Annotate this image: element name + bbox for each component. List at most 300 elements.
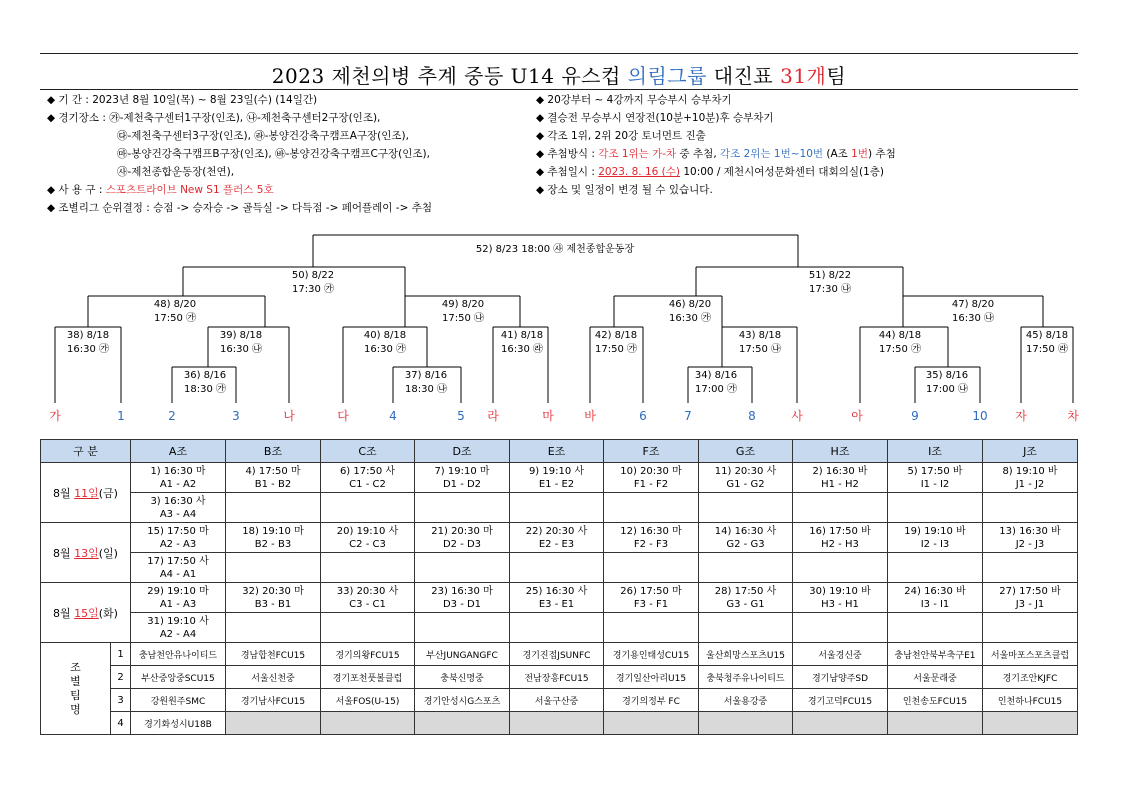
match-time: 32) 20:30 마 (242, 585, 304, 597)
match-cell (321, 583, 415, 613)
ranking-line: ◆ 조별리그 순위결정 : 승점 -> 승자승 -> 골득실 -> 다득점 -> 페어플레이 -> 추첨 (47, 202, 432, 214)
venue-line-2: ㉰-제천축구센터3구장(인조), ㉱-봉양건강축구캠프A구장(인조), (117, 130, 409, 142)
match-time: 23) 16:30 마 (431, 585, 493, 597)
match-teams: A1 - A2 (159, 478, 197, 490)
match-teams: I3 - I1 (920, 598, 950, 610)
team-name: 경기의정부 FC (604, 689, 699, 712)
info-left (47, 91, 432, 217)
match-time: 2) 16:30 바 (812, 465, 868, 477)
bracket-slot: 7 (684, 409, 692, 423)
team-name: 경기조안KJFC (983, 666, 1078, 689)
match-teams: B3 - B1 (254, 598, 292, 610)
team-name: 경기의왕FCU15 (321, 643, 415, 666)
match-teams: F2 - F3 (633, 538, 669, 550)
title-mid: 대진표 (706, 64, 781, 88)
venue-line-4: ㉴-제천종합운동장(천연), (117, 166, 235, 178)
team-name: 부산중앙중SCU15 (131, 666, 226, 689)
bracket-slot: 다 (337, 409, 349, 423)
match-label-m40: 40) 8/18 (363, 330, 407, 341)
match-label-m43: 17:50 ㉯ (739, 344, 781, 355)
match-label-m38: 16:30 ㉮ (67, 344, 109, 355)
empty-cell (793, 553, 888, 583)
draw-date-line (536, 163, 896, 181)
match-time: 29) 19:10 마 (147, 585, 209, 597)
bracket-slot: 라 (487, 409, 499, 423)
title-end: 팀 (826, 64, 847, 88)
match-time: 15) 17:50 마 (147, 525, 209, 537)
empty-cell (321, 493, 415, 523)
match-cell (604, 523, 699, 553)
group-header: D조 (415, 440, 510, 463)
draw-line (536, 145, 896, 163)
date-weekday: (금) (98, 486, 118, 500)
page-title (40, 60, 1078, 89)
match-time: 7) 19:10 마 (434, 465, 490, 477)
bracket-slot: 나 (283, 409, 295, 423)
match-cell (131, 613, 226, 643)
match-label-m39: 39) 8/18 (219, 330, 263, 341)
corner-header: 구 분 (41, 440, 131, 463)
match-time: 24) 16:30 바 (904, 585, 966, 597)
team-rank: 4 (111, 712, 131, 735)
match-time: 14) 16:30 사 (714, 525, 777, 537)
match-cell (604, 583, 699, 613)
match-time: 4) 17:50 마 (245, 465, 301, 477)
match-time: 3) 16:30 사 (150, 495, 206, 507)
group-header: B조 (226, 440, 321, 463)
empty-cell (983, 613, 1078, 643)
match-label-m48: 48) 8/20 (153, 299, 197, 310)
bracket-slot: 가 (49, 409, 61, 423)
match-label-m36: 18:30 ㉮ (184, 384, 226, 395)
match-label-m49: 49) 8/20 (441, 299, 485, 310)
match-label-m34: 17:00 ㉮ (695, 384, 737, 395)
empty-cell (699, 553, 793, 583)
top-rule (40, 53, 1078, 54)
match-teams: A2 - A3 (159, 538, 197, 550)
schedule-header-row (41, 440, 1078, 463)
match-time: 18) 19:10 마 (242, 525, 304, 537)
group-header: J조 (983, 440, 1078, 463)
match-label-m43: 43) 8/18 (738, 330, 782, 341)
date-prefix: 8월 (53, 606, 75, 620)
match-teams: G1 - G2 (726, 478, 765, 490)
title-main: 2023 제천의병 추계 중등 U14 유스컵 (271, 64, 628, 88)
empty-cell (983, 553, 1078, 583)
empty-cell (888, 613, 983, 643)
match-cell (321, 463, 415, 493)
date-prefix: 8월 (53, 546, 75, 560)
date-weekday: (화) (98, 606, 118, 620)
match-cell (983, 463, 1078, 493)
empty-cell (699, 493, 793, 523)
schedule-table (40, 439, 1078, 735)
match-teams: D1 - D2 (442, 478, 482, 490)
draw-second: 각조 2위는 1번~10번 (720, 148, 824, 160)
team-name (888, 712, 983, 735)
draw-end: ) 추첨 (868, 148, 896, 160)
draw-date-value: 2023. 8. 16 (수) (598, 166, 680, 178)
match-teams: F1 - F2 (633, 478, 669, 490)
date-weekday: (일) (98, 546, 118, 560)
team-name: 경기포천풋볼클럽 (321, 666, 415, 689)
match-label-m38: 38) 8/18 (66, 330, 110, 341)
title-group: 의림그룹 (627, 64, 707, 88)
team-name (226, 712, 321, 735)
team-name: 경기용인태성CU15 (604, 643, 699, 666)
match-time: 1) 16:30 마 (150, 465, 206, 477)
match-label-m50: 50) 8/22 (291, 270, 335, 281)
final-label: 52) 8/23 18:00 ㉴ 제천종합운동장 (475, 244, 635, 255)
match-cell (888, 463, 983, 493)
empty-cell (226, 613, 321, 643)
draw-a-group: (A조 (823, 148, 852, 160)
draw-a-number: 1번 (851, 148, 868, 160)
team-row (41, 643, 1078, 666)
match-time: 17) 17:50 사 (147, 555, 209, 567)
team-name: 경남합천FCU15 (226, 643, 321, 666)
match-teams: D3 - D1 (442, 598, 482, 610)
date-prefix: 8월 (53, 486, 75, 500)
match-teams: B1 - B2 (254, 478, 292, 490)
schedule-row (41, 493, 1078, 523)
team-name: 경기안성시G스포츠 (415, 689, 510, 712)
team-rank: 2 (111, 666, 131, 689)
team-row (41, 712, 1078, 735)
bracket-slot: 8 (748, 409, 756, 423)
date-cell (41, 523, 131, 583)
group-header: C조 (321, 440, 415, 463)
match-label-m42: 17:50 ㉮ (595, 344, 637, 355)
match-cell (131, 553, 226, 583)
match-cell (131, 583, 226, 613)
match-time: 33) 20:30 사 (336, 585, 399, 597)
empty-cell (888, 553, 983, 583)
team-name (793, 712, 888, 735)
empty-cell (793, 493, 888, 523)
match-label-m51: 17:30 ㉯ (809, 284, 851, 295)
match-label-m42: 42) 8/18 (594, 330, 638, 341)
match-cell (510, 523, 604, 553)
bracket-slot: 차 (1067, 409, 1079, 423)
period-line: ◆ 기 간 : 2023년 8월 10일(목) ~ 8월 23일(수) (14일간) (47, 94, 318, 106)
match-teams: G2 - G3 (726, 538, 765, 550)
match-time: 16) 17:50 바 (809, 525, 871, 537)
team-name: 서울마포스포츠클럽 (983, 643, 1078, 666)
match-teams: A3 - A4 (159, 508, 197, 520)
match-cell (983, 583, 1078, 613)
match-label-m48: 17:50 ㉮ (154, 313, 196, 324)
match-teams: C3 - C1 (349, 598, 386, 610)
bracket-slots (49, 408, 1079, 423)
match-time: 27) 17:50 바 (999, 585, 1061, 597)
match-cell (888, 583, 983, 613)
rule-line-2: ◆ 결승전 무승부시 연장전(10분+10분)후 승부차기 (536, 112, 774, 124)
draw-prefix: ◆ 추첨방식 : (536, 148, 599, 160)
match-label-m39: 16:30 ㉯ (220, 344, 262, 355)
match-teams: H3 - H1 (821, 598, 859, 610)
match-teams: I1 - I2 (920, 478, 950, 490)
match-cell (793, 523, 888, 553)
team-name (983, 712, 1078, 735)
team-name (699, 712, 793, 735)
draw-mid: 중 추첨, (676, 148, 720, 160)
team-name: 전남장흥FCU15 (510, 666, 604, 689)
match-cell (510, 583, 604, 613)
match-teams: D2 - D3 (442, 538, 482, 550)
empty-cell (983, 493, 1078, 523)
match-teams: C2 - C3 (349, 538, 386, 550)
match-time: 10) 20:30 마 (620, 465, 682, 477)
team-name: 서울신천중 (226, 666, 321, 689)
match-cell (983, 523, 1078, 553)
match-time: 25) 16:30 사 (525, 585, 588, 597)
team-name: 충남천안유나이티드 (131, 643, 226, 666)
bracket-slot: 마 (542, 409, 554, 423)
group-header: E조 (510, 440, 604, 463)
empty-cell (510, 493, 604, 523)
empty-cell (415, 613, 510, 643)
match-teams: A4 - A1 (159, 568, 197, 580)
schedule-row (41, 613, 1078, 643)
match-cell (604, 463, 699, 493)
bracket-slot: 4 (389, 409, 397, 423)
bracket-slot: 3 (232, 409, 240, 423)
tournament-bracket (0, 225, 1121, 430)
team-name: 부산JUNGANGFC (415, 643, 510, 666)
date-cell (41, 583, 131, 643)
rule-line-1: ◆ 20강부터 ~ 4강까지 무승부시 승부차기 (536, 94, 732, 106)
match-teams: C1 - C2 (349, 478, 386, 490)
match-teams: E1 - E2 (538, 478, 575, 490)
team-name: 경기화성시U18B (131, 712, 226, 735)
venue-line-1: ◆ 경기장소 : ㉮-제천축구센터1구장(인조), ㉯-제천축구센터2구장(인조), (47, 112, 381, 124)
match-label-m37: 18:30 ㉯ (405, 384, 447, 395)
title-count: 31개 (780, 64, 827, 88)
team-row (41, 689, 1078, 712)
match-teams: A2 - A4 (159, 628, 197, 640)
match-time: 6) 17:50 사 (339, 465, 396, 477)
match-teams: G3 - G1 (726, 598, 765, 610)
ball-prefix: ◆ 사 용 구 : (47, 184, 106, 196)
group-header: A조 (131, 440, 226, 463)
match-teams: A1 - A3 (159, 598, 197, 610)
team-name: 강원원주SMC (131, 689, 226, 712)
team-name: 충남천안북부축구E1 (888, 643, 983, 666)
match-cell (699, 583, 793, 613)
team-name (415, 712, 510, 735)
team-name: 서울문래중 (888, 666, 983, 689)
match-cell (415, 523, 510, 553)
team-name: 경기일산아리U15 (604, 666, 699, 689)
team-name (510, 712, 604, 735)
match-cell (699, 523, 793, 553)
team-rank: 1 (111, 643, 131, 666)
date-day: 15일 (74, 606, 99, 620)
match-label-m46: 16:30 ㉮ (669, 313, 711, 324)
match-label-m44: 44) 8/18 (878, 330, 922, 341)
bracket-slot: 6 (639, 409, 647, 423)
bracket-slot: 사 (791, 409, 803, 423)
match-label-m41: 16:30 ㉱ (501, 344, 543, 355)
bracket-slot: 5 (457, 409, 465, 423)
match-time: 26) 17:50 마 (620, 585, 682, 597)
match-label-m47: 16:30 ㉯ (952, 313, 994, 324)
empty-cell (888, 493, 983, 523)
match-cell (793, 583, 888, 613)
bracket-slot: 바 (584, 409, 596, 423)
team-name: 경기남양주SD (793, 666, 888, 689)
empty-cell (415, 553, 510, 583)
match-label-m45: 45) 8/18 (1025, 330, 1069, 341)
match-label-m51: 51) 8/22 (808, 270, 852, 281)
draw-first: 각조 1위는 가-차 (598, 148, 677, 160)
notice-line: ◆ 장소 및 일정이 변경 될 수 있습니다. (536, 184, 713, 196)
match-time: 11) 20:30 사 (714, 465, 777, 477)
match-label-m44: 17:50 ㉮ (879, 344, 921, 355)
match-time: 13) 16:30 바 (999, 525, 1061, 537)
team-name: 인천하나FCU15 (983, 689, 1078, 712)
match-teams: H1 - H2 (821, 478, 859, 490)
date-day: 11일 (74, 486, 99, 500)
match-teams: H2 - H3 (821, 538, 859, 550)
empty-cell (604, 613, 699, 643)
empty-cell (321, 613, 415, 643)
team-name (321, 712, 415, 735)
match-cell (510, 463, 604, 493)
empty-cell (415, 493, 510, 523)
title-rule (40, 89, 1078, 90)
draw-date-suffix: 10:00 / 제천시여성문화센터 대회의실(1층) (680, 166, 885, 178)
bracket-slot: 10 (972, 409, 988, 423)
team-row (41, 666, 1078, 689)
bracket-slot: 자 (1015, 409, 1027, 423)
match-teams: E3 - E1 (538, 598, 575, 610)
schedule-row (41, 553, 1078, 583)
group-header: F조 (604, 440, 699, 463)
match-cell (226, 523, 321, 553)
match-teams: E2 - E3 (538, 538, 575, 550)
schedule-row (41, 523, 1078, 553)
match-cell (415, 583, 510, 613)
match-time: 20) 19:10 사 (336, 525, 399, 537)
match-label-m36: 36) 8/16 (183, 370, 227, 381)
empty-cell (226, 553, 321, 583)
match-time: 31) 19:10 사 (147, 615, 209, 627)
venue-line-3: ㉲-봉양건강축구캠프B구장(인조), ㉳-봉양건강축구캠프C구장(인조), (117, 148, 430, 160)
match-cell (226, 583, 321, 613)
match-cell (793, 463, 888, 493)
team-name: 서울구산중 (510, 689, 604, 712)
match-label-m50: 17:30 ㉮ (292, 284, 334, 295)
match-label-m35: 35) 8/16 (925, 370, 969, 381)
ball-name: 스포츠트라이브 New S1 플러스 5호 (105, 184, 274, 196)
bracket-slot: 2 (168, 409, 176, 423)
match-label-m34: 34) 8/16 (694, 370, 738, 381)
match-cell (888, 523, 983, 553)
team-name: 울산희망스포츠U15 (699, 643, 793, 666)
match-label-m40: 16:30 ㉮ (364, 344, 406, 355)
match-teams: B2 - B3 (254, 538, 292, 550)
match-time: 12) 16:30 마 (620, 525, 682, 537)
team-name: 서울FOS(U-15) (321, 689, 415, 712)
match-cell (131, 523, 226, 553)
bracket-slot: 아 (851, 409, 863, 423)
draw-date-prefix: ◆ 추첨일시 : (536, 166, 599, 178)
team-name: 경기고덕FCU15 (793, 689, 888, 712)
match-time: 30) 19:10 바 (809, 585, 871, 597)
empty-cell (699, 613, 793, 643)
schedule-body (41, 463, 1078, 735)
match-label-m47: 47) 8/20 (951, 299, 995, 310)
match-time: 19) 19:10 바 (904, 525, 966, 537)
group-header: G조 (699, 440, 793, 463)
match-cell (131, 463, 226, 493)
empty-cell (226, 493, 321, 523)
ball-line (47, 181, 432, 199)
empty-cell (793, 613, 888, 643)
bracket-labels (67, 242, 1068, 395)
match-cell (415, 463, 510, 493)
match-teams: F3 - F1 (633, 598, 669, 610)
match-label-m41: 41) 8/18 (500, 330, 544, 341)
team-name: 충북신명중 (415, 666, 510, 689)
date-cell (41, 463, 131, 523)
match-time: 9) 19:10 사 (528, 465, 585, 477)
match-teams: J2 - J3 (1015, 538, 1045, 550)
team-name: 인천송도FCU15 (888, 689, 983, 712)
teams-label: 조 별 팀 명 (41, 643, 111, 735)
match-teams: J1 - J2 (1015, 478, 1045, 490)
match-cell (321, 523, 415, 553)
match-cell (226, 463, 321, 493)
team-name: 서울경신중 (793, 643, 888, 666)
match-time: 21) 20:30 마 (431, 525, 493, 537)
team-name: 경기진접JSUNFC (510, 643, 604, 666)
match-label-m35: 17:00 ㉯ (926, 384, 968, 395)
match-time: 28) 17:50 사 (714, 585, 777, 597)
match-teams: J3 - J1 (1015, 598, 1045, 610)
match-cell (699, 463, 793, 493)
team-name: 경기남사FCU15 (226, 689, 321, 712)
bracket-slot: 9 (911, 409, 919, 423)
empty-cell (510, 553, 604, 583)
empty-cell (510, 613, 604, 643)
match-time: 8) 19:10 바 (1002, 465, 1058, 477)
match-cell (131, 493, 226, 523)
info-right (536, 91, 896, 199)
match-time: 5) 17:50 바 (907, 465, 963, 477)
group-header: I조 (888, 440, 983, 463)
rule-line-3: ◆ 각조 1위, 2위 20강 토너먼트 진출 (536, 130, 706, 142)
match-label-m49: 17:50 ㉯ (442, 313, 484, 324)
match-label-m46: 46) 8/20 (668, 299, 712, 310)
match-time: 22) 20:30 사 (525, 525, 588, 537)
team-name (604, 712, 699, 735)
date-day: 13일 (74, 546, 99, 560)
team-name: 충북청주유나이티드 (699, 666, 793, 689)
empty-cell (604, 553, 699, 583)
empty-cell (321, 553, 415, 583)
team-rank: 3 (111, 689, 131, 712)
schedule-row (41, 583, 1078, 613)
match-label-m45: 17:50 ㉱ (1026, 344, 1068, 355)
team-name: 서울용강중 (699, 689, 793, 712)
bracket-slot: 1 (117, 409, 125, 423)
schedule-row (41, 463, 1078, 493)
match-teams: I2 - I3 (920, 538, 950, 550)
empty-cell (604, 493, 699, 523)
